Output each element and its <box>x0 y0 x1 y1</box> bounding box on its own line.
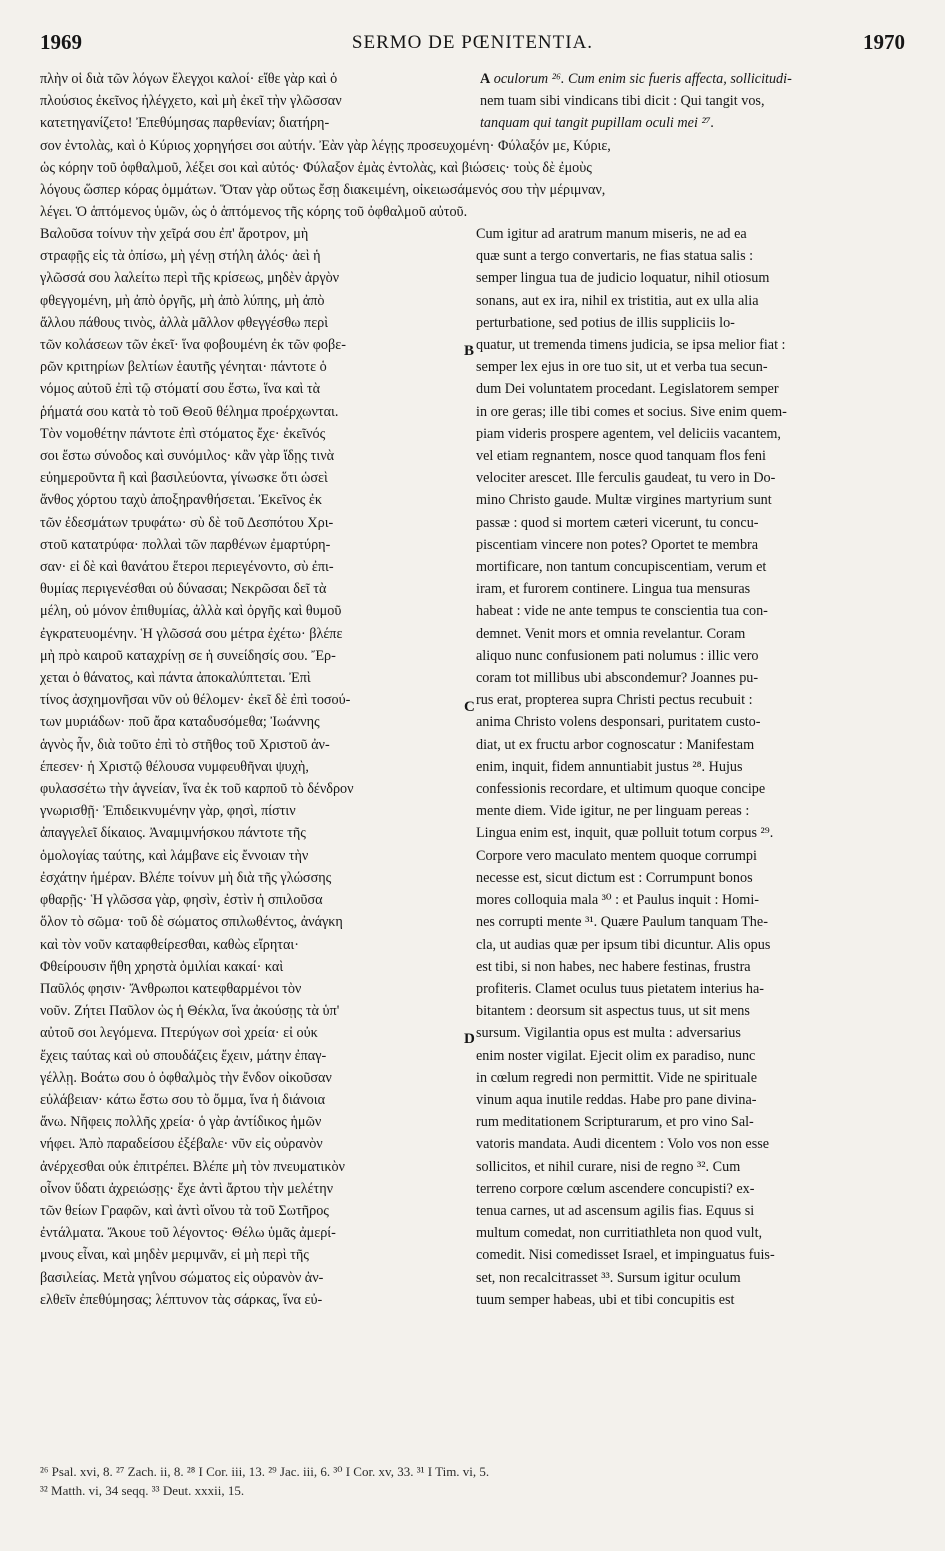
latin-line: set, non recalcitrasset ³³. Sursum igitur oculum <box>476 1269 741 1286</box>
latin-line: cla, ut audias quæ per ipsum tibi dicuntur. Alis opus <box>476 936 771 953</box>
greek-line: οἶνον ὕδατι ἀχρειώσῃς· ἔχε ἀντὶ ἄρτου τὴν μελέτην <box>40 1180 334 1197</box>
latin-line: in cœlum regredi non permittit. Vide ne spirituale <box>476 1069 757 1086</box>
latin-line: enim noster vigilat. Ejecit olim ex paradiso, nunc <box>476 1047 756 1064</box>
latin-line: semper lex ejus in ore tuo sit, ut et verba tua secun- <box>476 359 768 376</box>
margin-marker-a: A <box>479 71 491 87</box>
greek-line: στραφῇς εἰς τὰ ὀπίσω, μὴ γένῃ στήλη ἁλός· ἀεὶ ἡ <box>40 248 321 265</box>
latin-line: piscentiam vincere non potes? Oportet te membra <box>476 536 759 553</box>
greek-line: φυλασσέτω τὴν ἁγνείαν, ἵνα ἐκ τοῦ καρποῦ τὸ δένδρον <box>40 781 354 798</box>
greek-line: θυμίας περιγενέσθαι οὐ δύνασαι; Νεκρῶσαι δεῖ τὰ <box>40 581 327 598</box>
greek-line: πλὴν οἱ διὰ τῶν λόγων ἔλεγχοι καλοί· εἴθε γὰρ καὶ ὁ <box>40 71 338 87</box>
left-column-number: 1969 <box>40 30 82 54</box>
latin-line: dum Dei voluntatem procedant. Legislatorem semper <box>476 381 779 398</box>
margin-marker-d: D <box>464 1031 475 1047</box>
latin-line: rum meditationem Scripturarum, et pro vino Sal- <box>476 1114 754 1131</box>
greek-line: ἄνθος χόρτου ταχὺ ἀποξηρανθήσεται. Ἐκεῖνος ἐκ <box>40 492 322 509</box>
latin-opening-lines <box>472 68 908 135</box>
latin-line: vel etiam regnantem, nosce quod tanquam flos feni <box>476 448 766 465</box>
latin-line: piam videris prospere agentem, vel deliciis vacantem, <box>476 425 781 442</box>
latin-line: habeat : vide ne ante tempus te conscientia tua con- <box>476 603 768 620</box>
latin-line: mortificare, non tantum concupiscentiam, verum et <box>476 559 767 576</box>
latin-line: necesse est, sicut dictum est : Corrumpunt bonos <box>476 869 753 886</box>
greek-line: Τὸν νομοθέτην πάντοτε ἐπὶ στόματος ἔχε· ἐκεῖνός <box>40 425 326 442</box>
latin-line: sonans, aut ex ira, nihil ex tristitia, aut ex ulla alia <box>476 292 759 309</box>
latin-line: multum comedat, non curritiathleta non quod vult, <box>476 1225 763 1242</box>
greek-line: εὐλάβειαν· κάτω ἔστω σου τὸ ὄμμα, ἵνα ἡ διάνοια <box>40 1091 326 1108</box>
margin-marker-c: C <box>464 699 475 715</box>
greek-line: καὶ τὸν νοῦν καταφθείρεσθαι, καθὼς εἴρηται· <box>40 936 299 953</box>
greek-line: χεται ὁ θάνατος, καὶ πάντα ἀποκαλύπτεται. Ἐπὶ <box>40 670 311 687</box>
greek-line: Φθείρουσιν ἤθη χρηστὰ ὁμιλίαι κακαί· καὶ <box>40 958 284 975</box>
greek-line: εὐημεροῦντα ἢ καὶ βασιλεύοντα, γίνωσκε ὅτι ὡσεὶ <box>40 470 328 487</box>
latin-line: Lingua enim est, inquit, quæ polluit totum corpus ²⁹. <box>476 825 774 842</box>
greek-line: ἁγνὸς ἦν, διὰ τοῦτο ἐπὶ τὸ στῆθος τοῦ Χριστοῦ ἀν- <box>40 736 330 753</box>
greek-line: ῥήματά σου κατὰ τὸ τοῦ Θεοῦ θέλημα προέρχωνται. <box>40 403 339 420</box>
greek-line: νοῦν. Ζήτει Παῦλον ὡς ἡ Θέκλα, ἵνα ἀκούσῃς τὰ ὑπ' <box>40 1003 340 1020</box>
greek-line: γλῶσσά σου λαλείτω περὶ τῆς κρίσεως, μηδὲν ἀργὸν <box>40 270 340 287</box>
latin-line: sursum. Vigilantia opus est multa : adversarius <box>476 1025 741 1042</box>
greek-line: ἀνέρχεσθαι οὐκ ἐπιτρέπει. Βλέπε μὴ τὸν πνευματικὸν <box>40 1158 345 1175</box>
greek-line: ἀπαγγελεῖ δίκαιος. Ἀναμιμνήσκου πάντοτε τῆς <box>40 825 306 842</box>
greek-full-line: σον ἐντολὰς, καὶ ὁ Κύριος χορηγήσει σοι αὐτήν. Ἐὰν γὰρ λέγῃς προσευχομένη· Φύλαξόν με, Κύριε, <box>40 137 611 154</box>
latin-line: nem tuam sibi vindicans tibi dicit : Qui tangit vos, <box>479 93 765 110</box>
greek-line: ἐσχάτην ἡμέραν. Βλέπε τοίνυν μὴ διὰ τῆς γλώσσης <box>40 869 332 886</box>
latin-line: passæ : quod si mortem cæteri vicerunt, tu concu- <box>476 514 759 531</box>
latin-line: est tibi, si non habes, nec habere festinas, frustra <box>476 958 751 975</box>
greek-line: κατετηγανίζετο! Ἐπεθύμησας παρθενίαν; διατήρη- <box>40 115 330 132</box>
latin-line: demnet. Venit mors et omnia revelantur. Coram <box>476 625 746 642</box>
greek-line: μὴ πρὸ καιροῦ καταχρίνῃ σε ἡ συνείδησίς σου. Ἔρ- <box>40 647 336 664</box>
greek-line: ὅλον τὸ σῶμα· τοῦ δὲ σώματος σπιλωθέντος, ἀνάγκη <box>40 914 343 931</box>
latin-line: iram, et furorem continere. Lingua tua mensuras <box>476 581 751 598</box>
latin-line: mente diem. Vide igitur, ne per linguam pereas : <box>476 803 750 820</box>
right-column-number: 1970 <box>863 30 905 54</box>
latin-line: rus erat, propterea supra Christi pectus recubuit : <box>476 692 753 709</box>
greek-line: ρῶν κριτηρίων βελτίων ἑαυτῆς γένηται· πάντοτε ὁ <box>40 359 327 376</box>
greek-line: των μυριάδων· ποῦ ἄρα καταδυσόμεθα; Ἰωάννης <box>40 714 320 731</box>
greek-line: ἄνω. Νῆφεις πολλῆς χρεία· ὁ γὰρ ἀντίδικος ἡμῶν <box>40 1114 322 1131</box>
split-lines <box>40 68 908 135</box>
greek-line: βασιλείας. Μετὰ γηΐνου σώματος εἰς οὐρανὸν ἀν- <box>40 1269 324 1286</box>
greek-line: μέλη, οὐ μόνον ἐπιθυμίας, ἀλλὰ καὶ ὀργῆς καὶ θυμοῦ <box>40 603 342 620</box>
footnotes <box>40 1462 908 1500</box>
greek-line: αὐτοῦ σοι λεγόμενα. Πτερύγων σοὶ χρεία· εἰ οὐκ <box>40 1025 318 1042</box>
latin-line: quatur, ut tremenda timens judicia, se ipsa melior fiat : <box>476 337 786 354</box>
greek-line: φθεγγομένη, μὴ ἀπὸ ὀργῆς, μὴ ἀπὸ λύπης, μὴ ἀπὸ <box>40 292 325 309</box>
latin-line: tuum semper habeas, ubi et tibi concupitis est <box>476 1291 735 1308</box>
greek-line: ἐντάλματα. Ἄκουε τοῦ λέγοντος· Θέλω ὑμᾶς ἀμερί- <box>40 1225 336 1242</box>
greek-line: ἐγκρατευομένην. Ἡ γλῶσσά σου μέτρα ἐχέτω· βλέπε <box>40 625 343 642</box>
latin-line: Cum igitur ad aratrum manum miseris, ne ad ea <box>476 226 747 242</box>
greek-column <box>40 223 460 1311</box>
greek-full-line: λόγους ὥσπερ κόρας ὀμμάτων. Ὅταν γὰρ οὕτως ἔσῃ διακειμένη, οἰκειωσάμενός σου τὴν μέριμναν, <box>40 182 606 199</box>
greek-line: τῶν ἐδεσμάτων τρυφάτω· σὺ δὲ τοῦ Δεσπότου Χρι- <box>40 514 334 531</box>
greek-full-line: ὡς κόρην τοῦ ὀφθαλμοῦ, λέξει σοι καὶ αὐτός· Φύλαξον ἐμὰς ἐντολὰς, καὶ βιώσεις· τοὺς δὲ ἐμοὺς <box>40 159 592 176</box>
greek-line: ἄλλου πάθους τινὸς, ἀλλὰ μᾶλλον φθεγγέσθω περὶ <box>40 314 329 331</box>
latin-line: tenua carnes, ut ad ascensum agilis fias. Equus si <box>476 1202 755 1219</box>
greek-full-line: λέγει. Ὁ ἁπτόμενος ὑμῶν, ὡς ὁ ἁπτόμενος τῆς κόρης τοῦ ὀφθαλμοῦ αὐτοῦ. <box>40 204 468 221</box>
greek-opening-lines <box>40 68 472 135</box>
greek-line: στοῦ κατατρύφα· πολλαὶ τῶν παρθένων ἐμαρτύρη- <box>40 536 331 553</box>
greek-line: Βαλοῦσα τοίνυν τὴν χεῖρά σου ἐπ' ἄροτρον, μὴ <box>40 226 309 242</box>
greek-line: γέλλῃ. Βοάτω σου ὁ ὀφθαλμὸς τὴν ἔνδον οἰκοῦσαν <box>40 1069 332 1086</box>
latin-line: vatoris mandata. Audi dicentem : Volo vos non esse <box>476 1136 770 1153</box>
greek-line: ἔχεις ταύτας καὶ οὐ σπουδάζεις ἔχειν, μάτην ἐπαγ- <box>40 1047 327 1064</box>
latin-line: quæ sunt a tergo convertaris, ne fias statua salis : <box>476 248 754 265</box>
latin-line: profiteris. Clamet oculus tuus pietatem interius ha- <box>476 980 765 997</box>
latin-line: aliquo nunc confusionem pati nolumus : illic vero <box>476 647 759 664</box>
latin-line: confessionis recordare, et ultimum quoque concipe <box>476 781 766 798</box>
latin-line: velociter arescet. Ille ferculis gaudeat, tu vero in Do- <box>476 470 776 487</box>
margin-marker-b: B <box>464 343 475 359</box>
latin-line: diat, ut ex fructu arbor cognoscatur : Manifestam <box>476 736 755 753</box>
greek-line: μνους εἶναι, καὶ μηδὲν μεριμνᾶν, εἰ μὴ περὶ τῆς <box>40 1247 309 1264</box>
greek-line: νήφει. Ἀπὸ παραδείσου ἐξέβαλε· νῦν εἰς οὐρανὸν <box>40 1136 323 1153</box>
latin-line: comedit. Nisi comedisset Israel, et impinguatus fuis- <box>476 1247 775 1264</box>
latin-line: perturbatione, sed potius de illis suppliciis lo- <box>476 314 735 331</box>
latin-line: mores colloquia mala ³⁰ : et Paulus inquit : Homi- <box>476 892 760 909</box>
latin-line <box>480 68 908 90</box>
greek-line: πλούσιος ἐκεῖνος ἠλέγχετο, καὶ μὴ ἐκεῖ τὴν γλῶσσαν <box>40 93 342 110</box>
latin-line-text: oculorum ²⁶. Cum enim sic fueris affecta, sollicitudi- <box>493 71 792 87</box>
latin-line: in ore geras; ille tibi comes et socius. Sive enim quem- <box>476 403 787 420</box>
page-header <box>40 30 905 60</box>
latin-column <box>476 223 908 1311</box>
greek-line: τῶν κολάσεων τῶν ἐκεῖ· ἵνα φοβουμένη ἐκ τῶν φοβε- <box>40 337 346 354</box>
latin-line: coram tot millibus ubi abscondemur? Joannes pu- <box>476 670 759 687</box>
latin-line: sollicitos, et nihil curare, nisi de regno ³². Cum <box>476 1158 741 1175</box>
greek-line: ὁμολογίας ταύτης, καὶ λάμβανε εἰς ἔννοιαν τὴν <box>40 847 309 864</box>
latin-line: Corpore vero maculato mentem quoque corrumpi <box>476 847 757 864</box>
two-column-body <box>40 223 908 1513</box>
running-title: SERMO DE PŒNITENTIA. <box>351 32 594 53</box>
greek-line: Παῦλός φησιν· Ἄνθρωποι κατεφθαρμένοι τὸν <box>40 980 302 997</box>
greek-line: σαν· εἰ δὲ καὶ θανάτου ἕτεροι περιεγένοντο, σὺ ἐπι- <box>40 559 334 576</box>
greek-line: τῶν θείων Γραφῶν, καὶ ἀντὶ οἴνου τὰ τοῦ Σωτῆρος <box>40 1202 329 1219</box>
latin-line: mino Christo gaude. Multæ virgines martyrium sunt <box>476 492 772 509</box>
latin-line: tanquam qui tangit pupillam oculi mei ²⁷. <box>479 115 715 132</box>
latin-line: anima Christo volens desponsari, puritatem custo- <box>476 714 761 731</box>
footnote-line: ²⁶ Psal. xvi, 8. ²⁷ Zach. ii, 8. ²⁸ I Cor. iii, 13. ²⁹ Jac. iii, 6. ³⁰ I Cor. xv, 33. ³¹ I Tim. vi, 5. <box>40 1464 490 1479</box>
latin-line: enim, inquit, fidem annuntiabit justus ²⁸. Hujus <box>476 758 743 775</box>
greek-line: ελθεῖν ἐπεθύμησας; λέπτυνον τὰς σάρκας, ἵνα εὐ- <box>40 1291 323 1308</box>
opening-block <box>40 68 908 223</box>
latin-line: bitantem : deorsum sit aspectus tuus, ut sit mens <box>476 1003 750 1020</box>
latin-line: nes corrupti mente ³¹. Quære Paulum tanquam The- <box>476 914 768 931</box>
greek-line: φθαρῇς· Ἡ γλῶσσα γὰρ, φησὶν, ἐστὶν ἡ σπιλοῦσα <box>40 892 323 909</box>
latin-line: terreno corpore cœlum ascendere concupisti? ex- <box>476 1180 755 1197</box>
latin-line: vinum aqua inutile reddas. Habe pro pane divina- <box>476 1091 757 1108</box>
greek-line: τίνος ἀσχημονῆσαι νῦν οὐ θέλομεν· ἐκεῖ δὲ ἐπὶ τοσού- <box>40 692 351 709</box>
greek-line: γνωρισθῇ· Ἐπιδεικνυμένην γὰρ, φησὶ, πίστιν <box>40 803 296 820</box>
greek-line: σοι ἔστω σύνοδος καὶ συνόμιλος· κἂν γὰρ ἴδῃς τινὰ <box>40 448 335 465</box>
greek-line: έπεσεν· ἡ Χριστῷ θέλουσα νυμφευθῆναι ψυχὴ, <box>40 758 309 775</box>
footnote-line: ³² Matth. vi, 34 seqq. ³³ Deut. xxxii, 15. <box>40 1483 245 1498</box>
greek-line: νόμος αὐτοῦ ἐπὶ τῷ στόματί σου ἔστω, ἵνα καὶ τὰ <box>40 381 321 398</box>
latin-line: semper lingua tua de judicio loquatur, nihil otiosum <box>476 270 770 287</box>
